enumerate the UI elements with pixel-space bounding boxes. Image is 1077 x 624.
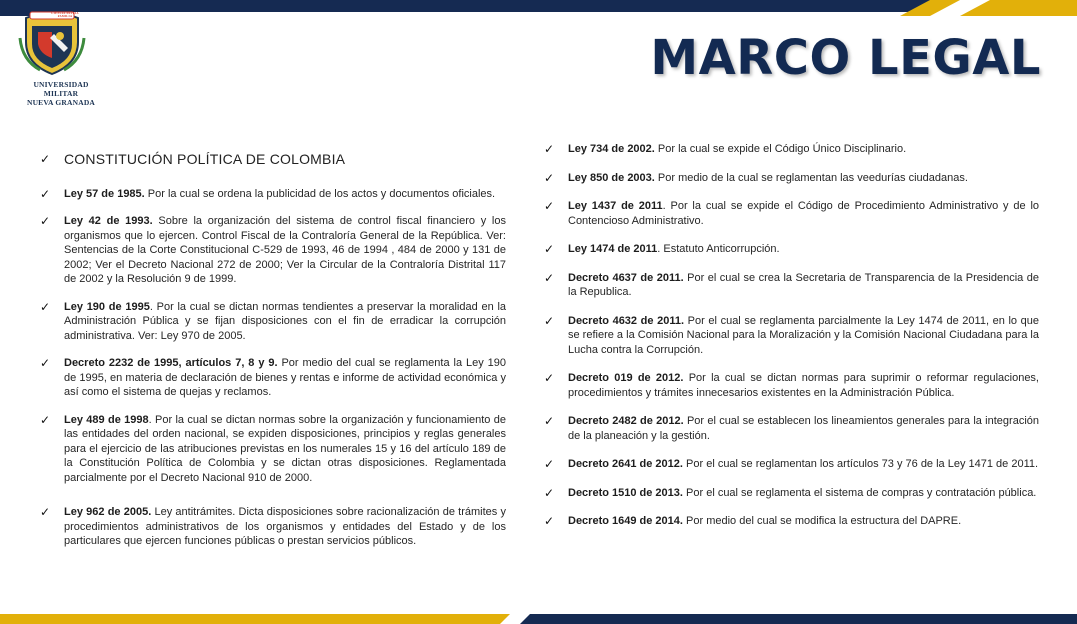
list-item bbox=[544, 457, 1039, 472]
item-text: Por la cual se ordena la publicidad de los actos y documentos oficiales. bbox=[144, 187, 496, 200]
list-item bbox=[40, 505, 506, 549]
item-lead: Ley 489 de 1998 bbox=[64, 413, 149, 426]
item-text: Por el cual se crea la Secretaria de Transparencia de la Presidencia de la Republica. bbox=[568, 271, 1040, 298]
item-text: Ley antitrámites. Dicta disposiciones sobre racionalización de trámites y procedimientos administrativos de los organismos y entidades del Estado y de los particulares que ejercen funciones públicas o prestan servicios públicos. bbox=[64, 506, 506, 547]
page-title: MARCO LEGAL bbox=[650, 30, 1041, 86]
item-lead: Ley 57 de 1985. bbox=[64, 187, 145, 200]
list-item bbox=[40, 300, 506, 344]
checkmark-icon: ✓ bbox=[544, 142, 555, 156]
checkmark-icon: ✓ bbox=[544, 371, 555, 385]
checkmark-icon: ✓ bbox=[544, 270, 555, 285]
checkmark-icon: ✓ bbox=[40, 412, 51, 427]
checkmark-icon: ✓ bbox=[544, 485, 555, 500]
list-item bbox=[40, 187, 506, 202]
item-lead: Decreto 2232 de 1995, artículos 7, 8 y 9. bbox=[64, 357, 278, 369]
item-text: . Por la cual se dictan normas sobre la organización y funcionamiento de las entidades del orden nacional, se expiden disposiciones, principios y reglas generales para el ejercicio de las atribuciones previstas en los numerales 15 y 16 del artículo 189 de la Constitución Política de Colombia y se dictan otras disposiciones. Reglamentada parcialmente por el Decreto Nacional 910 de 2000. bbox=[64, 413, 506, 484]
checkmark-icon: ✓ bbox=[544, 199, 555, 213]
item-lead: Ley 1437 de 2011 bbox=[568, 200, 663, 212]
item-lead: Decreto 4632 de 2011. bbox=[568, 314, 685, 327]
university-logo bbox=[14, 8, 96, 107]
item-lead: Ley 42 de 1993. bbox=[64, 215, 153, 227]
checkmark-icon: ✓ bbox=[544, 514, 555, 528]
checkmark-icon: ✓ bbox=[40, 299, 51, 314]
item-lead: Ley 734 de 2002. bbox=[568, 143, 655, 155]
item-text: Por el cual se establecen los lineamientos generales para la integración de la planeación y la gestión. bbox=[568, 415, 1039, 442]
item-lead: Ley 1474 de 2011 bbox=[568, 243, 658, 255]
checkmark-icon: ✓ bbox=[40, 186, 51, 201]
checkmark-icon: ✓ bbox=[40, 152, 51, 166]
list-item bbox=[544, 514, 1039, 529]
item-lead: Decreto 1510 de 2013. bbox=[568, 486, 683, 499]
checkmark-icon: ✓ bbox=[40, 214, 51, 228]
bottom-decorative-band bbox=[0, 612, 1077, 624]
list-item bbox=[544, 486, 1039, 501]
left-legal-list bbox=[40, 152, 506, 549]
item-lead: Decreto 2641 de 2012. bbox=[568, 458, 683, 470]
checkmark-icon: ✓ bbox=[544, 457, 555, 471]
right-legal-list bbox=[544, 142, 1039, 529]
item-text: CONSTITUCIÓN POLÍTICA DE COLOMBIA bbox=[64, 151, 346, 167]
list-item bbox=[544, 414, 1039, 443]
item-text: Por el cual se reglamenta el sistema de compras y contratación pública. bbox=[682, 486, 1037, 499]
list-item bbox=[544, 314, 1039, 358]
item-lead: Decreto 1649 de 2014. bbox=[568, 515, 683, 527]
list-item bbox=[40, 152, 506, 169]
item-text: Por medio de la cual se reglamentan las veedurías ciudadanas. bbox=[654, 171, 968, 184]
shield-emblem-icon bbox=[14, 8, 90, 78]
checkmark-icon: ✓ bbox=[544, 170, 555, 185]
item-text: . Por la cual se expide el Código de Procedimiento Administrativo y de lo Contencioso Administrativo. bbox=[568, 200, 1040, 227]
logo-motto: CIENCIA PATRIA FAMILIA bbox=[51, 11, 79, 18]
list-item bbox=[544, 371, 1039, 400]
item-text: Por la cual se expide el Código Único Disciplinario. bbox=[654, 143, 907, 155]
item-text: . Estatuto Anticorrupción. bbox=[657, 243, 780, 255]
checkmark-icon: ✓ bbox=[544, 242, 555, 256]
item-text: . Por la cual se dictan normas tendientes a preservar la moralidad en la Administración Pública y se fijan disposiciones con el fin de erradicar la corrupción administrativa. Ver: Ley 970 de 2005. bbox=[64, 300, 506, 342]
item-text: Por el cual se reglamenta parcialmente la Ley 1474 de 2011, en lo que se refiere a la Comisión Nacional para la Moralización y la Comisión Nacional Ciudadana para la Lucha contra la Corrupción. bbox=[568, 314, 1040, 356]
item-lead: Decreto 019 de 2012. bbox=[568, 372, 684, 384]
item-text: Sobre la organización del sistema de control fiscal financiero y los organismos que lo ejercen. Control Fiscal de la Contraloría General de la República. Ver: Sentencias de la Corte Constitucional C-529 de 1993, 46 de 1994 , 484 de 2000 y 131 de 2002; Ver el Decreto Nacional 272 de 2000; Ver la Circular de la Contraloría Distrital 117 de 2002 y la Resolución 9 de 1999. bbox=[64, 215, 506, 285]
list-item bbox=[40, 413, 506, 486]
checkmark-icon: ✓ bbox=[544, 414, 555, 428]
checkmark-icon: ✓ bbox=[40, 505, 51, 519]
item-text: Por medio del cual se reglamenta la Ley 190 de 1995, en materia de declaración de bienes y rentas e informe de actividad económica y así como el sistema de quejas y reclamos. bbox=[64, 357, 506, 398]
checkmark-icon: ✓ bbox=[544, 313, 555, 328]
item-lead: Ley 190 de 1995 bbox=[64, 300, 150, 313]
item-text: Por medio del cual se modifica la estructura del DAPRE. bbox=[682, 515, 962, 527]
list-item bbox=[544, 199, 1039, 228]
list-item bbox=[40, 356, 506, 400]
logo-wordmark bbox=[18, 11, 104, 107]
logo-name-line2: NUEVA GRANADA bbox=[26, 98, 96, 107]
item-text: Por el cual se reglamentan los artículos 73 y 76 de la Ley 1471 de 2011. bbox=[682, 458, 1039, 470]
item-lead: Ley 850 de 2003. bbox=[568, 171, 655, 184]
list-item bbox=[544, 242, 1039, 257]
list-item bbox=[544, 142, 1039, 157]
item-lead: Decreto 2482 de 2012. bbox=[568, 415, 684, 427]
list-item bbox=[40, 214, 506, 287]
list-item bbox=[544, 171, 1039, 186]
checkmark-icon: ✓ bbox=[40, 356, 51, 370]
list-item bbox=[544, 271, 1039, 300]
item-text: Por la cual se dictan normas para suprimir o reformar regulaciones, procedimientos y trámites innecesarios existentes en la Administración Pública. bbox=[568, 372, 1039, 399]
item-lead: Ley 962 de 2005. bbox=[64, 506, 152, 518]
logo-name-line1: UNIVERSIDAD MILITAR bbox=[33, 80, 89, 98]
item-lead: Decreto 4637 de 2011. bbox=[568, 271, 684, 284]
top-decorative-band bbox=[0, 0, 1077, 16]
